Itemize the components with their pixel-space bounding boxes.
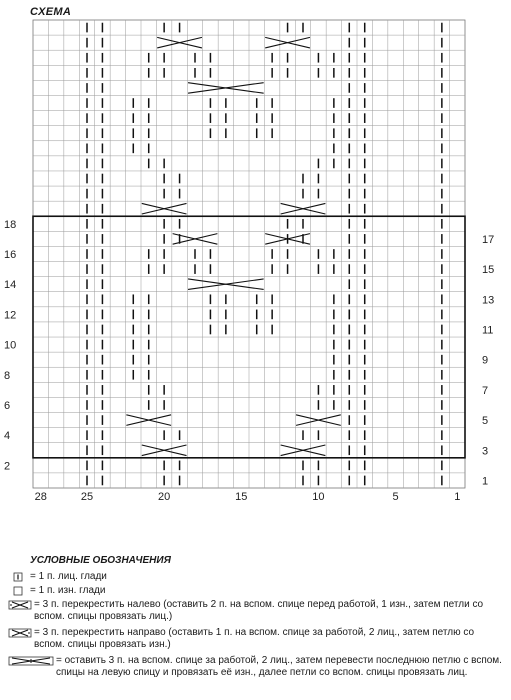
row-number-left: 4: [4, 430, 11, 443]
stitch-number: 5: [392, 491, 399, 503]
legend-item-cross-left: [8, 599, 504, 623]
legend-text: = оставить 3 п. на вспом. спице за работой, 2 лиц., затем перевести последнюю петлю с вспом. спицы на левую спицу и провязать её изн., далее петли со вспом. спицы провязать лиц.: [56, 655, 502, 678]
legend-item-cross-right: [8, 627, 504, 651]
row-number-left: 2: [4, 460, 11, 473]
cable-five-icon: [8, 656, 56, 666]
chart-title: СХЕМА: [30, 6, 72, 18]
row-number-right: 15: [482, 264, 495, 277]
purl-icon: [8, 586, 30, 596]
row-number-right: 5: [482, 415, 489, 428]
legend-title: УСЛОВНЫЕ ОБОЗНАЧЕНИЯ: [30, 555, 171, 566]
legend-item-purl: [8, 585, 500, 597]
stitch-number: 20: [158, 491, 171, 503]
legend-text: = 3 п. перекрестить направо (оставить 1 п. на вспом. спице за работой, 2 лиц., затем петлю со вспом. спицы провязать изн.): [34, 627, 475, 650]
row-number-right: 11: [482, 324, 494, 337]
row-number-left: 10: [4, 339, 17, 352]
chart-grid: [33, 20, 465, 488]
row-number-left: 14: [4, 279, 17, 292]
row-number-left: 18: [4, 218, 17, 231]
stitch-number: 25: [80, 491, 94, 503]
row-number-left: 6: [4, 399, 11, 412]
stitch-number: 15: [235, 491, 248, 503]
legend-text: = 1 п. изн. глади: [30, 585, 106, 596]
row-number-left: 16: [4, 249, 17, 261]
legend-text: = 1 п. лиц. глади: [30, 571, 107, 582]
legend-text: = 3 п. перекрестить налево (оставить 2 п. на вспом. спице перед работой, 1 изн., затем петли со вспом. спицы провязать лиц.): [34, 599, 484, 622]
stitch-number: 28: [34, 491, 47, 503]
row-number-left: 8: [4, 369, 11, 382]
row-number-right: 13: [482, 294, 495, 307]
row-number-right: 7: [482, 384, 489, 397]
stitch-number: 10: [312, 491, 325, 503]
knit-icon: [8, 572, 30, 582]
cross-right-icon: [8, 628, 34, 638]
row-number-right: 17: [482, 233, 495, 246]
legend-item-cable-five: [8, 655, 511, 679]
row-number-right: 9: [482, 354, 489, 367]
stitch-number: 1: [454, 491, 461, 503]
legend-item-knit: [8, 571, 500, 583]
row-number-right: 1: [482, 475, 489, 488]
row-number-left: 12: [4, 309, 17, 322]
row-number-right: 3: [482, 445, 489, 458]
cross-left-icon: [8, 600, 34, 610]
